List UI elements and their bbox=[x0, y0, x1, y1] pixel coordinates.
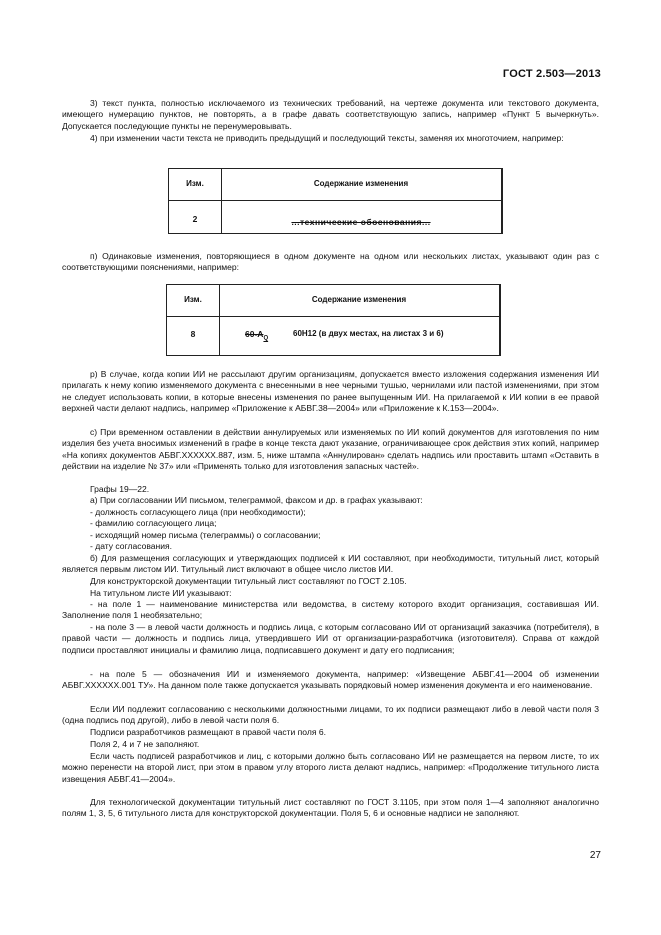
table2-row-number: 8 bbox=[190, 329, 196, 339]
table1-col-header-content: Содержание изменения bbox=[313, 179, 409, 188]
paragraph-fields-19-22: Графы 19—22. bbox=[90, 484, 150, 494]
change-table-2 bbox=[166, 284, 501, 356]
paragraph-item-3: 3) текст пункта, полностью исключаемого из технических требований, на чертеже документа или текстового документа, имеющего нумерацию пунктов, не повторять, а в графе давать соответствующую запись, например «Пункт 5 вычеркнуть». Допускается последующие пункты не перенумеровывать. bbox=[62, 98, 599, 131]
table1-row-content: ...технические обоснования... bbox=[291, 217, 431, 227]
list-item-field-1: - на поле 1 — наименование министерства или ведомства, в систему которого входит организация, составившая ИИ. Заполнение поля 1 необязательно; bbox=[62, 599, 599, 621]
table2-row-old-value: $60-A_Q$ bbox=[245, 329, 269, 342]
list-item-field-5: - на поле 5 — обозначения ИИ и изменяемого документа, например: «Извещение АБВГ.41—2004 об изменении АБВГ.XXXXXX.001 ТУ». На данном поле также допускается указывать порядковый номер изменения документа и его наименование. bbox=[62, 669, 599, 691]
list-item-letter-number: - исходящий номер письма (телеграммы) о согласовании; bbox=[90, 530, 321, 540]
table1-row-number: 2 bbox=[192, 214, 198, 224]
list-item-date: - дату согласования. bbox=[90, 541, 173, 551]
paragraph-title-sheet: На титульном листе ИИ указывают: bbox=[90, 588, 232, 598]
paragraph-empty-fields: Поля 2, 4 и 7 не заполняют. bbox=[90, 739, 200, 749]
list-item-field-3: - на поле 3 — в левой части должность и подпись лица, с которым согласовано ИИ от организаций заказчика (потребителя), в правой части — должность и подпись лица, утвердившего ИИ от организации-разработчика (изготовителя). Справа от каждой подписи проставляют инициалы и фамилию лица, подписавшего документ и дату его подписания; bbox=[62, 622, 599, 655]
paragraph-item-n: п) Одинаковые изменения, повторяющиеся в одном документе на одном или нескольких листах, указывают один раз с соответствующими пояснениями, например: bbox=[62, 251, 599, 273]
paragraph-item-a: а) При согласовании ИИ письмом, телеграммой, факсом и др. в графах указывают: bbox=[90, 495, 423, 505]
paragraph-item-r: р) В случае, когда копии ИИ не рассылают другим организациям, допускается вместо изложения содержания изменения ИИ прилагать к нему копию изменяемого документа с внесенными в нее черными тушью, чернилами или пастой изменениями, при этом не следует использовать копии, в которые внесены изменения по ранее выпущенным ИИ. На прилагаемой к ИИ копии в ее правой верхней части делают надпись, например «Приложение к АБВГ.38—2004» или «Приложение к К.153—2004». bbox=[62, 369, 599, 413]
paragraph-item-b: б) Для размещения согласующих и утверждающих подписей к ИИ составляют, при необходимости, титульный лист, который является первым листом ИИ. Титульный лист включают в общее число листов ИИ. bbox=[62, 553, 599, 575]
paragraph-technological-docs: Для технологической документации титульный лист составляют по ГОСТ 3.1105, при этом поля 1—4 заполняют аналогично полям 1, 3, 5, 6 титульного листа для конструкторской документации. Поля 5, 6 и основные надписи не заполняют. bbox=[62, 797, 599, 819]
paragraph-item-s: с) При временном оставлении в действии аннулируемых или изменяемых по ИИ копий документов для изготовления по ним изделия без учета вносимых изменений в графе в конце текста дают указание, ограничивающее срок действия этих копий, например «На копиях документов АБВГ.XXXXXX.887, изм. 5, ниже штампа «Аннулирован» сделать надпись или проставить штамп «Оставить в действии на изделие № 37» или «Применять только для изготовления запасных частей». bbox=[62, 427, 599, 471]
standard-code: ГОСТ 2.503—2013 bbox=[502, 68, 601, 80]
table2-row-new-value: 60H12 (в двух местах, на листах 3 и 6) bbox=[293, 329, 444, 338]
paragraph-design-docs: Для конструкторской документации титульный лист составляют по ГОСТ 2.105. bbox=[90, 576, 407, 586]
change-table-1 bbox=[168, 168, 503, 234]
table1-col-header-number: Изм. bbox=[186, 179, 204, 188]
table2-col-header-number: Изм. bbox=[184, 295, 202, 304]
paragraph-item-4: 4) при изменении части текста не приводить предыдущий и последующий тексты, заменяя их многоточием, например: bbox=[90, 133, 564, 143]
list-item-position: - должность согласующего лица (при необходимости); bbox=[90, 507, 306, 517]
list-item-surname: - фамилию согласующего лица; bbox=[90, 518, 217, 528]
table2-col-header-content: Содержание изменения bbox=[311, 295, 407, 304]
paragraph-second-sheet: Если часть подписей разработчиков и лиц, с которыми должно быть согласовано ИИ не размещается на первом листе, то их можно перенести на второй лист, при этом в правом углу второго листа делают надпись, например: «Продолжение титульного листа извещения АБВГ.41—2004». bbox=[62, 751, 599, 784]
page-number: 27 bbox=[589, 850, 601, 861]
paragraph-developer-signatures: Подписи разработчиков размещают в правой части поля 6. bbox=[90, 727, 326, 737]
paragraph-multiple-approvers: Если ИИ подлежит согласованию с несколькими должностными лицами, то их подписи размещают либо в левой части поля 3 (одна подпись под другой), либо в левой части поля 6. bbox=[62, 704, 599, 726]
